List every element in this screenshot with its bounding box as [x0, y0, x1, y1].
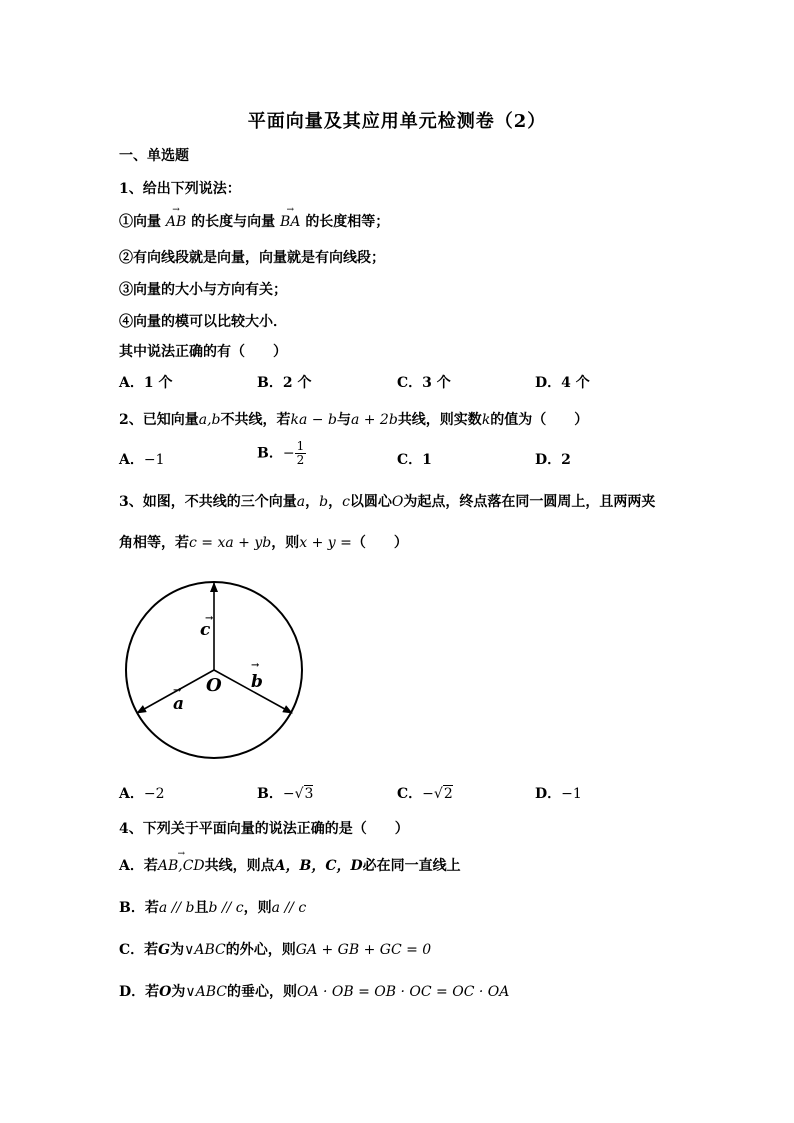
q3-option-d[interactable]: [535, 785, 582, 803]
q2-a-value: −1: [143, 452, 165, 468]
q1-option-c[interactable]: C．3 个: [397, 375, 451, 391]
q1-ask: 其中说法正确的有（ ）: [119, 344, 287, 360]
fig-label-a: a: [173, 694, 185, 714]
q1-statement-1: [119, 213, 389, 231]
q4-c-triangle: ∨ABC: [184, 942, 226, 958]
q4-c-equation: GA + GB + GC = 0: [295, 942, 432, 958]
q3-l1-pre: 3、如图，不共线的三个向量: [119, 494, 297, 510]
q2-stem: [119, 411, 588, 429]
q3-b-sign: −: [282, 786, 295, 802]
q4-d-equation: OA · OB = OB · OC = OC · OA: [296, 984, 510, 1000]
q3-b-radicand: 3: [304, 786, 314, 802]
q4-d-triangle: ∨ABC: [185, 984, 227, 1000]
q4-b-expr-2: b // c: [208, 900, 244, 916]
vector-ba: → BA: [280, 213, 300, 231]
q1-s1-post: 的长度相等；: [305, 214, 390, 230]
fig-label-b: b: [251, 672, 263, 692]
q4-c-mid: 的外心，则: [225, 942, 296, 958]
q4-d-mid: 的垂心，则: [226, 984, 297, 1000]
q3-equation: c = xa + yb: [189, 535, 272, 551]
q1-statement-4: ④向量的模可以比较大小．: [119, 314, 287, 330]
fig-label-origin: O: [206, 675, 222, 696]
q1-stem: 1、给出下列说法：: [119, 181, 241, 197]
q2-a-label: A．: [119, 452, 144, 468]
q4-option-d[interactable]: [119, 983, 509, 1001]
q4-b-pre: B．若: [119, 900, 159, 916]
q3-vector-a: a: [296, 494, 306, 510]
q4-b-then: ，则: [243, 900, 272, 916]
q4-a-pre: A．若: [119, 858, 158, 874]
fig-label-a-arrow: →: [173, 685, 182, 696]
q3-sep-1: ，: [305, 494, 320, 510]
q4-option-c[interactable]: [119, 941, 431, 959]
q1-statement-3: ③向量的大小与方向有关；: [119, 282, 287, 298]
q4-c-for: 为: [170, 942, 185, 958]
q3-option-c[interactable]: [397, 785, 453, 803]
q3-d-value: −1: [561, 786, 582, 802]
q3-c-radicand: 2: [443, 786, 453, 802]
q4-d-o: O: [159, 984, 172, 1000]
q4-d-pre: D．若: [119, 984, 160, 1000]
q3-c-sign: −: [422, 786, 434, 802]
q1-option-d[interactable]: D．4 个: [535, 375, 590, 391]
q4-b-expr-1: a // b: [158, 900, 195, 916]
q3-sum: x + y =: [299, 535, 352, 551]
q3-l2-pre: 角相等，若: [119, 535, 189, 551]
q2-post: 的值为（ ）: [490, 412, 589, 428]
q4-c-pre: C．若: [119, 942, 159, 958]
q3-d-label: D．: [535, 786, 562, 802]
q2-b-label: B．: [257, 445, 283, 462]
q4-option-a[interactable]: [119, 857, 461, 875]
q3-stem-line-1: [119, 493, 655, 511]
q2-option-d[interactable]: D．2: [535, 452, 571, 468]
fig-label-b-arrow: →: [251, 660, 260, 671]
q4-b-expr-3: a // c: [271, 900, 307, 916]
q3-circle-figure: [120, 575, 310, 765]
q1-option-b[interactable]: B．2 个: [257, 375, 312, 391]
q2-pre: 2、已知向量: [119, 412, 199, 428]
q4-a-vectors: → AB,CD: [158, 857, 205, 875]
sqrt-icon: √: [294, 786, 304, 802]
q3-option-b[interactable]: [257, 785, 313, 803]
q4-stem: 4、下列关于平面向量的说法正确的是（ ）: [119, 821, 409, 837]
sqrt-icon: √: [433, 786, 443, 802]
q2-option-c[interactable]: C．1: [397, 452, 432, 468]
q4-a-post: 共线，则点: [204, 858, 275, 874]
q2-b-fraction: [295, 440, 307, 467]
q3-stem-line-2: [119, 534, 408, 552]
q2-vectors-ab: a,b: [198, 412, 221, 428]
q3-a-value: −2: [143, 786, 165, 802]
q2-expr-2: a + 2b: [350, 412, 398, 428]
q3-sep-2: ，: [328, 494, 343, 510]
q2-b-denominator: 2: [296, 453, 305, 467]
fig-label-c-arrow: →: [205, 613, 214, 624]
q3-b-label: B．: [257, 786, 283, 802]
q2-option-a[interactable]: [119, 451, 165, 469]
q4-option-b[interactable]: [119, 899, 306, 917]
q3-l2-mid: ，则: [271, 535, 300, 551]
q1-option-a[interactable]: A．1 个: [119, 375, 173, 391]
q3-option-a[interactable]: [119, 785, 165, 803]
q4-a-end: 必在同一直线上: [362, 858, 461, 874]
q2-mid1: 不共线，若: [220, 412, 291, 428]
q3-a-label: A．: [119, 786, 144, 802]
fig-label-c: c: [200, 620, 211, 640]
q2-mid2: 与: [336, 412, 351, 428]
q1-statement-2: ②有向线段就是向量，向量就是有向线段；: [119, 250, 385, 266]
vector-ab: → AB: [166, 213, 186, 231]
section-heading: 一、单选题: [119, 148, 189, 164]
q2-expr-1: ka − b: [290, 412, 337, 428]
q2-option-b[interactable]: [257, 440, 306, 467]
q2-mid3: 共线，则实数: [397, 412, 482, 428]
q3-l1-post: 为起点，终点落在同一圆周上，且两两夹: [403, 494, 656, 510]
q3-l2-post: （ ）: [351, 535, 408, 551]
q2-k: k: [481, 412, 491, 428]
q1-s1-mid: 的长度与向量: [191, 214, 276, 230]
q2-b-numerator: 1: [296, 439, 305, 453]
q3-l1-mid: 以圆心: [349, 494, 392, 510]
q4-d-for: 为: [171, 984, 186, 1000]
q2-b-sign: −: [282, 445, 295, 462]
q3-vector-c: c: [342, 494, 350, 510]
q3-origin: O: [391, 494, 404, 510]
page-title: 平面向量及其应用单元检测卷（2）: [247, 111, 547, 132]
q4-a-points: A，B，C，D: [274, 858, 363, 874]
q1-s1-pre: ①向量: [119, 214, 161, 230]
q3-vector-b: b: [319, 494, 329, 510]
q4-b-and: 且: [194, 900, 209, 916]
q3-c-label: C．: [397, 786, 423, 802]
q4-c-g: G: [158, 942, 171, 958]
